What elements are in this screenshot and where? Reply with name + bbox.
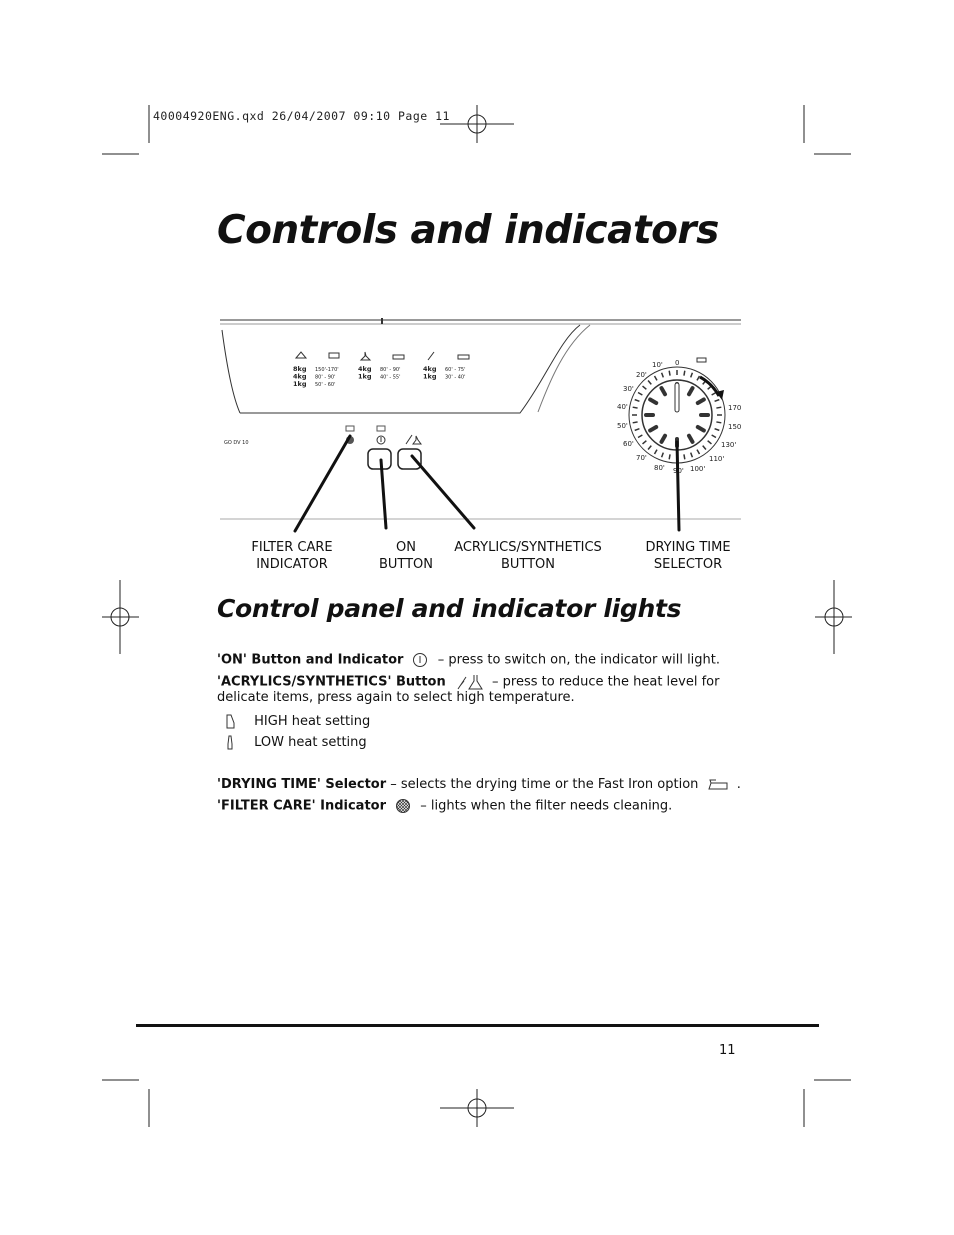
- dial-minor-tick: [715, 400, 720, 402]
- delicate-synthetic-icon: [406, 435, 421, 444]
- pointer-acrylics: [412, 456, 474, 528]
- filter-care-icon: [394, 798, 412, 814]
- dial-label: 60': [623, 440, 634, 448]
- program-weight: 4kg: [423, 365, 437, 373]
- dial-label: 90': [673, 467, 684, 475]
- dial-minor-tick: [697, 450, 700, 454]
- pointer-filter-care: [295, 436, 350, 531]
- dial-tick: [689, 436, 693, 442]
- fast-iron-icon: [707, 778, 729, 792]
- dial-minor-tick: [638, 435, 642, 438]
- callout-drying-time: DRYING TIME SELECTOR: [645, 540, 731, 572]
- pointer-drying-time: [677, 442, 679, 530]
- dial-label: 130': [721, 441, 737, 449]
- dial-label: 20': [636, 371, 647, 379]
- dial-minor-tick: [643, 386, 647, 389]
- program-time: 150'-170': [315, 367, 339, 373]
- dial-label: 40': [617, 403, 628, 411]
- program-table: [293, 365, 465, 388]
- dial-minor-tick: [662, 453, 664, 458]
- cupboard-dry-icon-3: [458, 355, 469, 359]
- dial-label: 100': [690, 465, 706, 473]
- fast-iron-icon: [697, 358, 706, 362]
- dial-minor-tick: [669, 371, 670, 376]
- dial-tick: [698, 400, 704, 404]
- program-time: 30' - 40': [445, 374, 466, 381]
- dial-minor-tick: [691, 453, 693, 458]
- dial-minor-tick: [669, 454, 670, 459]
- dial-minor-tick: [662, 373, 664, 378]
- program-time: 50' - 60': [315, 382, 336, 388]
- dial-tick: [650, 427, 656, 431]
- program-time: 60' - 75': [445, 367, 466, 373]
- dial-minor-tick: [716, 407, 721, 408]
- dial-minor-tick: [684, 454, 685, 459]
- section-subtitle: Control panel and indicator lights: [217, 594, 682, 623]
- dial-minor-tick: [712, 435, 716, 438]
- filter-care-description: 'FILTER CARE' Indicator – lights when the filter needs cleaning.: [217, 798, 673, 814]
- dial-minor-tick: [633, 407, 638, 408]
- low-heat-icon: [224, 734, 238, 750]
- callout-on-button: ON BUTTON: [378, 540, 434, 572]
- program-time: 40' - 55': [380, 374, 401, 381]
- dial-tick: [662, 388, 666, 394]
- low-heat-row: LOW heat setting: [224, 734, 367, 750]
- cupboard-dry-icon: [329, 353, 339, 358]
- callout-acrylics: ACRYLICS/SYNTHETICS BUTTON: [454, 540, 602, 572]
- dial-minor-tick: [697, 376, 700, 380]
- high-heat-icon: [224, 713, 238, 729]
- synthetic-icon: [361, 352, 370, 360]
- dial-minor-tick: [638, 393, 642, 396]
- dial-label: 80': [654, 464, 665, 472]
- dial-minor-tick: [715, 429, 720, 431]
- power-icon: [377, 436, 385, 444]
- dial-minor-tick: [635, 400, 640, 402]
- drying-time-description: 'DRYING TIME' Selector – selects the drying time or the Fast Iron option .: [217, 777, 741, 792]
- callout-filter-care: FILTER CARE INDICATOR: [251, 540, 333, 572]
- filter-care-led: [346, 426, 354, 431]
- dial-label: 170: [728, 404, 742, 412]
- dial-minor-tick: [716, 422, 721, 423]
- dial-label: 10': [652, 361, 663, 369]
- dial-label: 50': [617, 422, 628, 430]
- dial-minor-tick: [703, 446, 706, 450]
- dial-tick: [662, 436, 666, 442]
- dial-minor-tick: [655, 450, 658, 454]
- program-weight: 4kg: [358, 365, 372, 373]
- print-slug: 40004920ENG.qxd 26/04/2007 09:10 Page 11: [153, 109, 450, 123]
- delicate-synthetic-icon: [454, 673, 484, 691]
- page-number: 11: [719, 1043, 736, 1058]
- dial-minor-tick: [708, 441, 712, 444]
- dial-minor-tick: [655, 376, 658, 380]
- acrylics-synthetics-button[interactable]: [398, 449, 421, 469]
- delicate-icon: [428, 352, 434, 360]
- dial-label: 0: [675, 359, 680, 367]
- program-time: 80' - 90': [380, 367, 401, 373]
- acrylics-description-cont: delicate items, press again to select high temperature.: [217, 690, 575, 705]
- dial-minor-tick: [633, 422, 638, 423]
- program-weight: 4kg: [293, 372, 307, 381]
- high-heat-row: HIGH heat setting: [224, 713, 370, 729]
- page-title: Controls and indicators: [217, 208, 719, 253]
- dial-minor-tick: [648, 446, 651, 450]
- power-icon: [412, 652, 428, 668]
- on-button-description: 'ON' Button and Indicator – press to switch on, the indicator will light.: [217, 652, 721, 668]
- program-weight: 8kg: [293, 365, 307, 373]
- cotton-icon: [296, 352, 306, 358]
- on-button[interactable]: [368, 449, 391, 469]
- program-weight: 1kg: [358, 372, 372, 381]
- dial-minor-tick: [684, 371, 685, 376]
- dial-tick: [698, 427, 704, 431]
- program-weight: 1kg: [293, 380, 307, 388]
- dial-minor-tick: [635, 429, 640, 431]
- dial-label: 110': [709, 455, 725, 463]
- dial-label: 70': [636, 454, 647, 462]
- on-led: [377, 426, 385, 431]
- dial-minor-tick: [648, 381, 651, 385]
- dial-minor-tick: [691, 373, 693, 378]
- cupboard-dry-icon-2: [393, 355, 404, 359]
- dial-tick: [689, 388, 693, 394]
- pointer-on: [381, 460, 386, 528]
- acrylics-description: 'ACRYLICS/SYNTHETICS' Button – press to reduce the heat level for: [217, 674, 720, 690]
- program-time: 80' - 90': [315, 374, 336, 381]
- drying-time-selector[interactable]: [617, 358, 741, 475]
- dial-minor-tick: [712, 393, 716, 396]
- model-label: GO DV 10: [224, 440, 249, 446]
- dial-tick: [650, 400, 656, 404]
- program-weight: 1kg: [423, 372, 437, 381]
- dial-label: 150: [728, 423, 742, 431]
- dial-label: 30': [623, 385, 634, 393]
- footer-rule: [136, 1024, 819, 1027]
- dial-minor-tick: [643, 441, 647, 444]
